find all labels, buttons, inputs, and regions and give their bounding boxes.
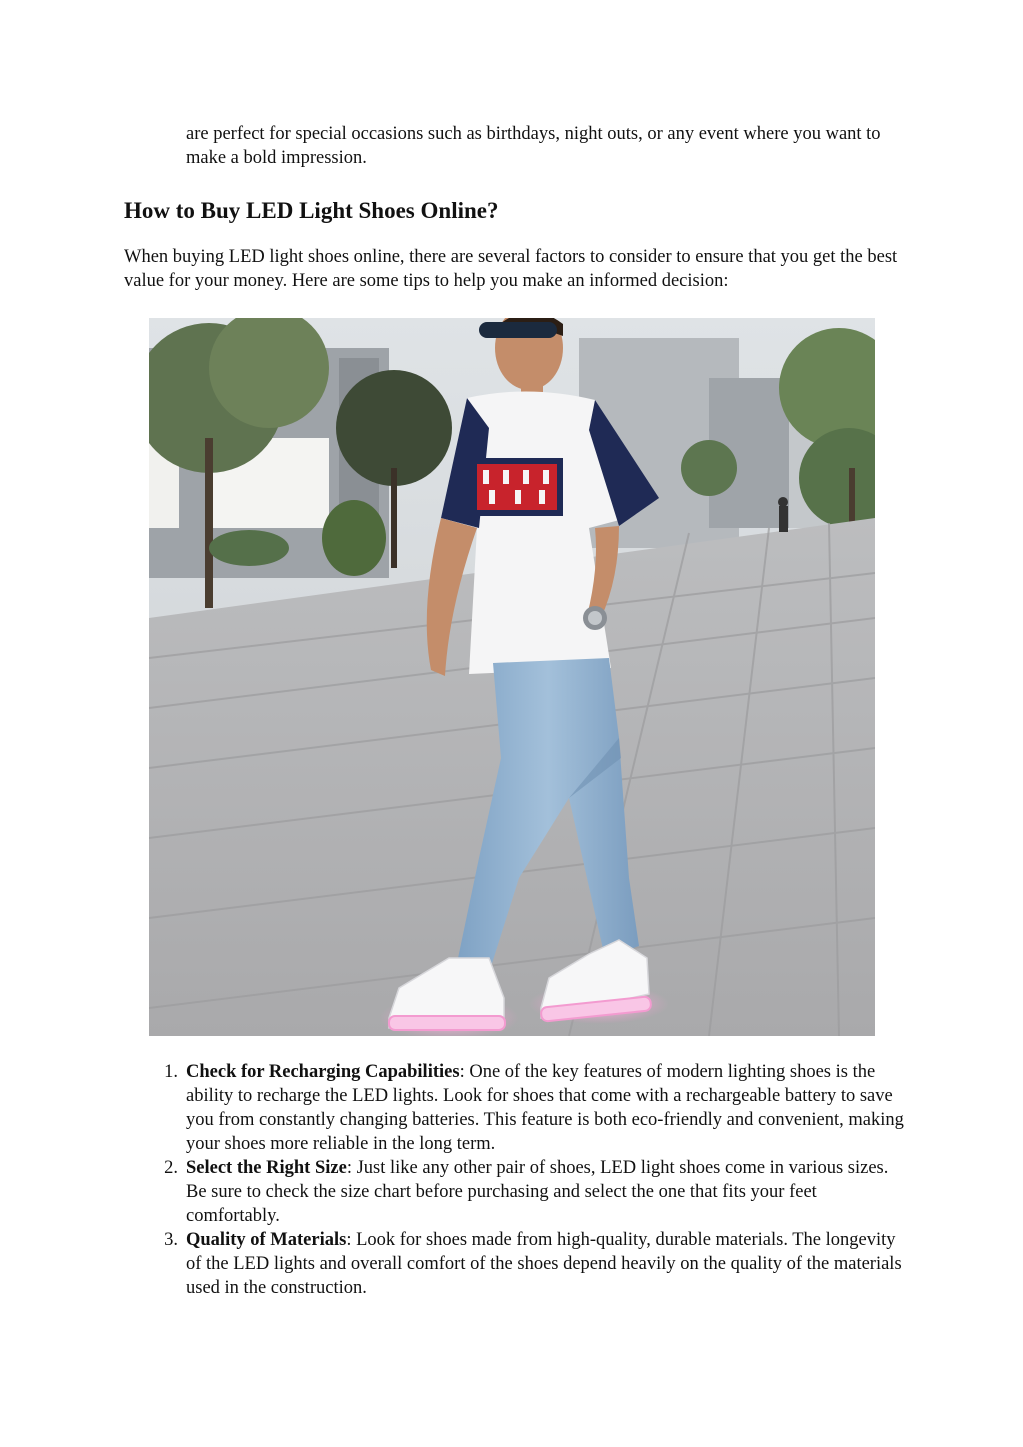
list-number: 2. [164, 1158, 178, 1178]
continuation-paragraph: are perfect for special occasions such as birthdays, night outs, or any event where you want to make a bold impression. [186, 124, 881, 168]
list-item [164, 1060, 906, 1156]
intro-paragraph: When buying LED light shoes online, there are several factors to consider to ensure that you get the best value for your money. Here are some tips to help you make an informed decision: [124, 247, 898, 291]
tip-text: : One of the key features of modern lighting shoes is the ability to recharge the LED lights. Look for shoes that come with a rechargeable battery to save you from constantly changing batteries. This feature is both eco-friendly and convenient, making your shoes more reliable in the long term. [186, 1062, 904, 1154]
list-item [164, 1228, 906, 1300]
tip-text: : Look for shoes made from high-quality, durable materials. The longevity of the LED lights and overall comfort of the shoes depend heavily on the quality of the materials used in the construction. [186, 1230, 902, 1298]
list-item [164, 1156, 906, 1228]
led-shoes-photo [149, 318, 875, 1036]
tips-list [164, 1060, 906, 1300]
tip-title: Check for Recharging Capabilities [186, 1062, 460, 1082]
section-heading: How to Buy LED Light Shoes Online? [124, 198, 499, 223]
tip-text: : Just like any other pair of shoes, LED light shoes come in various sizes. Be sure to check the size chart before purchasing and select the one that fits your feet comfortably. [186, 1158, 889, 1226]
tip-title: Quality of Materials [186, 1230, 347, 1250]
list-number: 1. [164, 1062, 178, 1082]
tip-title: Select the Right Size [186, 1158, 347, 1178]
list-number: 3. [164, 1230, 178, 1250]
